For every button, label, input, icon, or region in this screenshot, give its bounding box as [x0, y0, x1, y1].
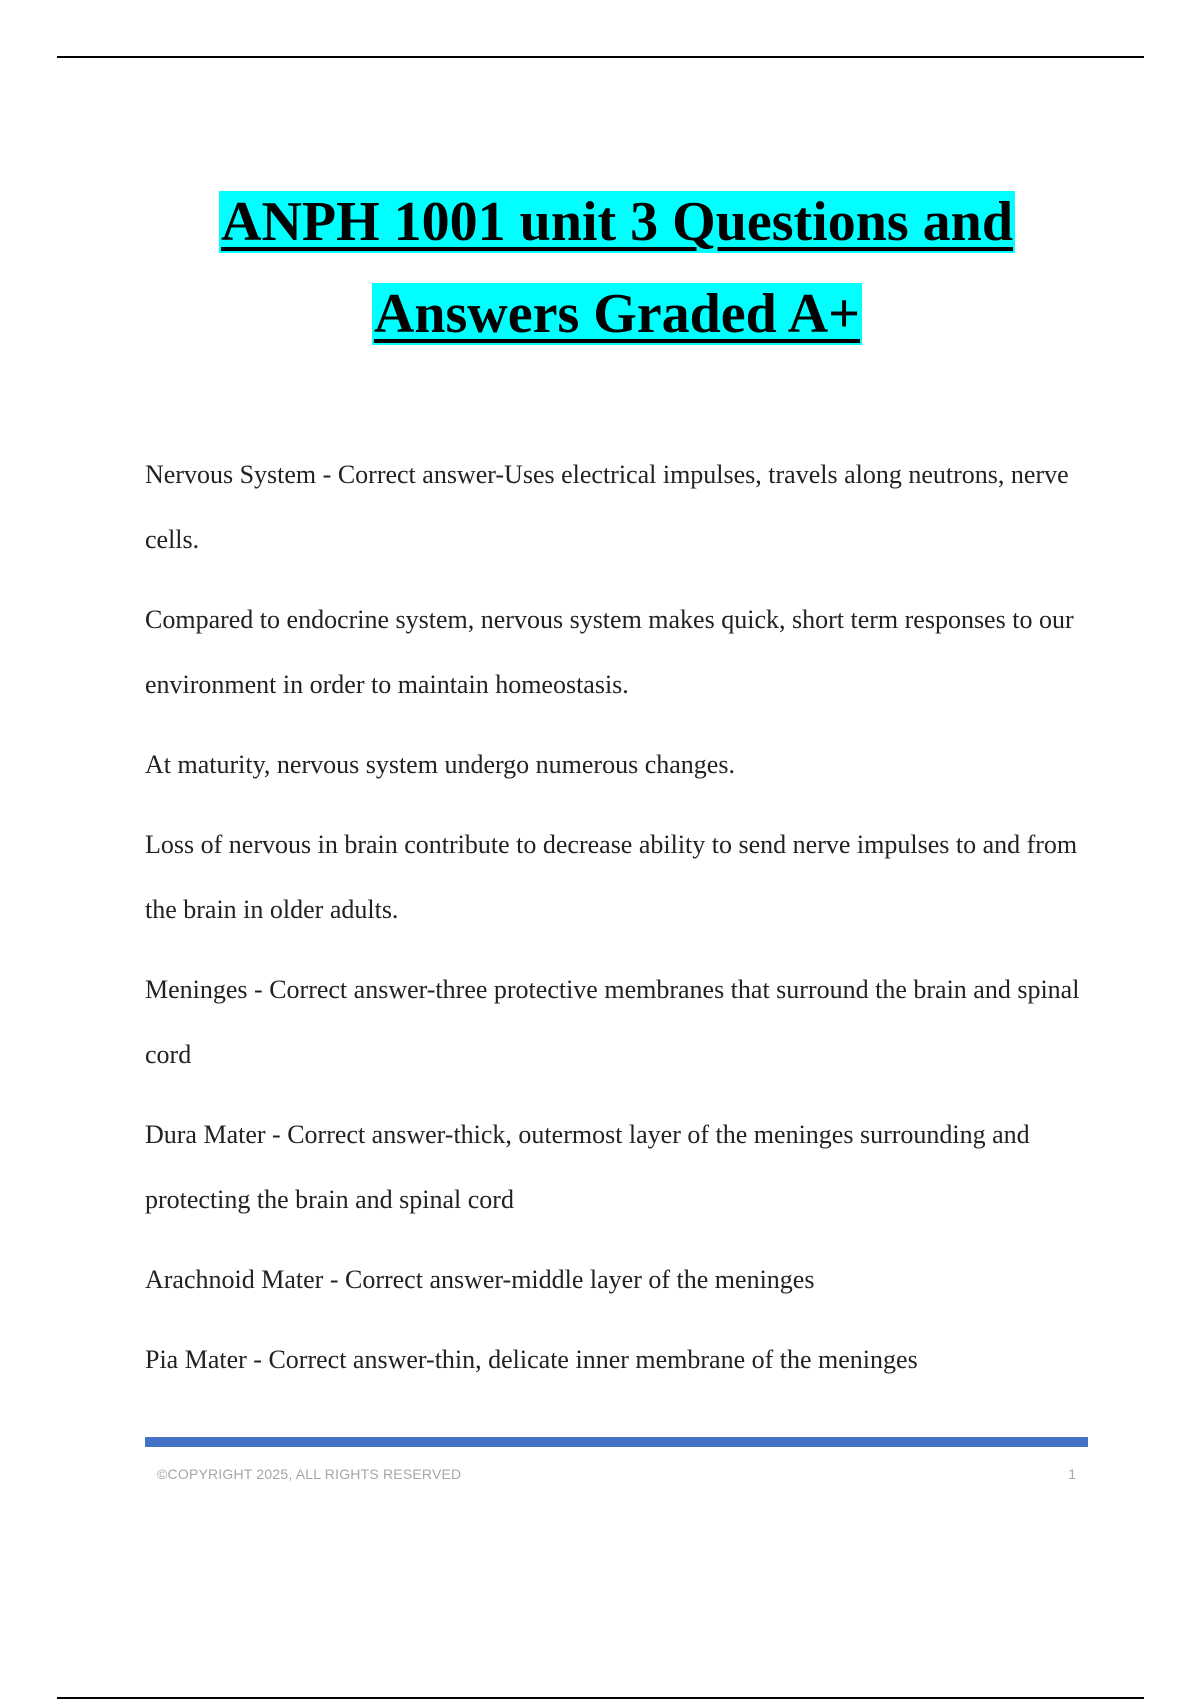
- title-line-2: Answers Graded A+: [373, 283, 861, 345]
- paragraph-endocrine-comparison: Compared to endocrine system, nervous system makes quick, short term responses to our environment in order to maintain homeostasis.: [145, 605, 1074, 699]
- paragraph-meninges: Meninges - Correct answer-three protective membranes that surround the brain and spinal cord: [145, 975, 1080, 1069]
- paragraph-dura-mater: Dura Mater - Correct answer-thick, outermost layer of the meninges surrounding and protecting the brain and spinal cord: [145, 1120, 1030, 1214]
- paragraph-nervous-system: Nervous System - Correct answer-Uses electrical impulses, travels along neutrons, nerve cells.: [145, 460, 1069, 554]
- footer-copyright: ©COPYRIGHT 2025, ALL RIGHTS RESERVED: [157, 1466, 462, 1482]
- footer-divider-bar: [145, 1437, 1088, 1447]
- paragraph-maturity: At maturity, nervous system undergo numerous changes.: [145, 750, 735, 779]
- top-border-line: [57, 56, 1144, 58]
- title-line-1: ANPH 1001 unit 3 Questions and: [221, 191, 1013, 253]
- page-number: 1: [1068, 1466, 1076, 1482]
- paragraph-pia-mater: Pia Mater - Correct answer-thin, delicate inner membrane of the meninges: [145, 1345, 918, 1374]
- document-body: [145, 442, 1095, 1407]
- bottom-border-line: [57, 1697, 1144, 1699]
- document-title: [0, 176, 1200, 360]
- paragraph-loss-of-nervous: Loss of nervous in brain contribute to decrease ability to send nerve impulses to and from the brain in older adults.: [145, 830, 1078, 924]
- paragraph-arachnoid-mater: Arachnoid Mater - Correct answer-middle layer of the meninges: [145, 1265, 815, 1294]
